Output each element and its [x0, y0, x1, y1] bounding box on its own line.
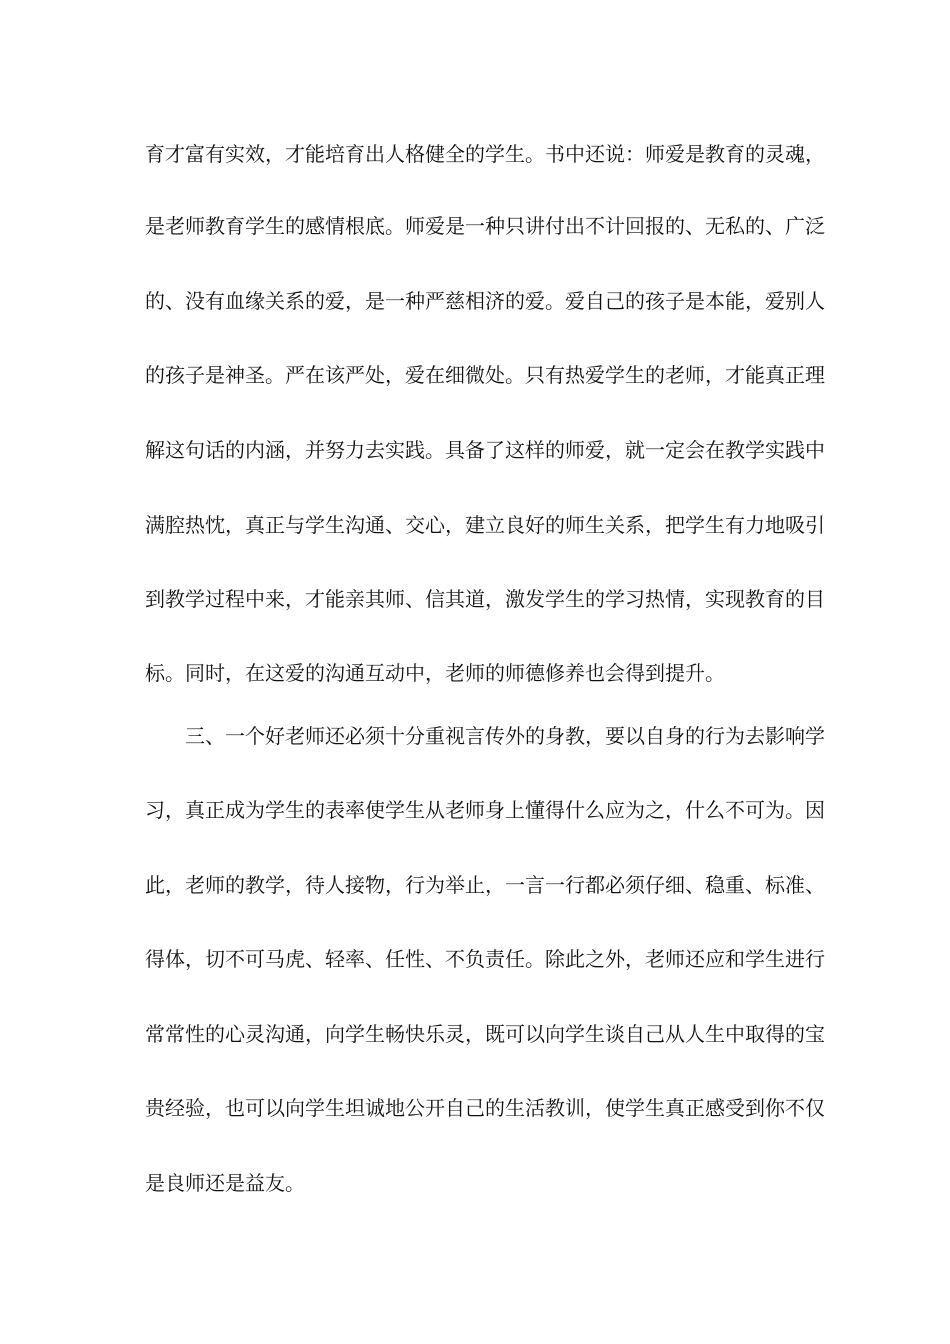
text-line: 满腔热忱，真正与学生沟通、交心，建立良好的师生关系，把学生有力地吸引: [145, 513, 825, 537]
text-line: 的孩子是神圣。严在该严处，爱在细微处。只有热爱学生的老师，才能真正理: [145, 363, 825, 387]
text-line: 常常性的心灵沟通，向学生畅快乐灵，既可以向学生谈自己从人生中取得的宝: [145, 1022, 825, 1046]
text-line: 的、没有血缘关系的爱，是一种严慈相济的爱。爱自己的孩子是本能，爱别人: [145, 289, 825, 313]
text-line: 解这句话的内涵，并努力去实践。具备了这样的师爱，就一定会在教学实践中: [145, 438, 825, 462]
text-line: 是良师还是益友。: [145, 1171, 305, 1195]
text-line: 是老师教育学生的感情根底。师爱是一种只讲付出不计回报的、无私的、广泛: [145, 214, 825, 238]
text-line: 习，真正成为学生的表率使学生从老师身上懂得什么应为之，什么不可为。因: [145, 798, 825, 822]
text-line: 贵经验，也可以向学生坦诚地公开自己的生活教训，使学生真正感受到你不仅: [145, 1096, 825, 1120]
paragraph-start-line: 三、一个好老师还必须十分重视言传外的身教，要以自身的行为去影响学: [185, 724, 825, 748]
text-line: 育才富有实效，才能培育出人格健全的学生。书中还说：师爱是教育的灵魂，: [145, 142, 825, 166]
text-line: 到教学过程中来，才能亲其师、信其道，激发学生的学习热情，实现教育的目: [145, 587, 825, 611]
text-line: 得体，切不可马虎、轻率、任性、不负责任。除此之外，老师还应和学生进行: [145, 947, 825, 971]
text-line: 此，老师的教学，待人接物，行为举止，一言一行都必须仔细、稳重、标准、: [145, 873, 825, 897]
text-line: 标。同时，在这爱的沟通互动中，老师的师德修养也会得到提升。: [145, 661, 725, 685]
